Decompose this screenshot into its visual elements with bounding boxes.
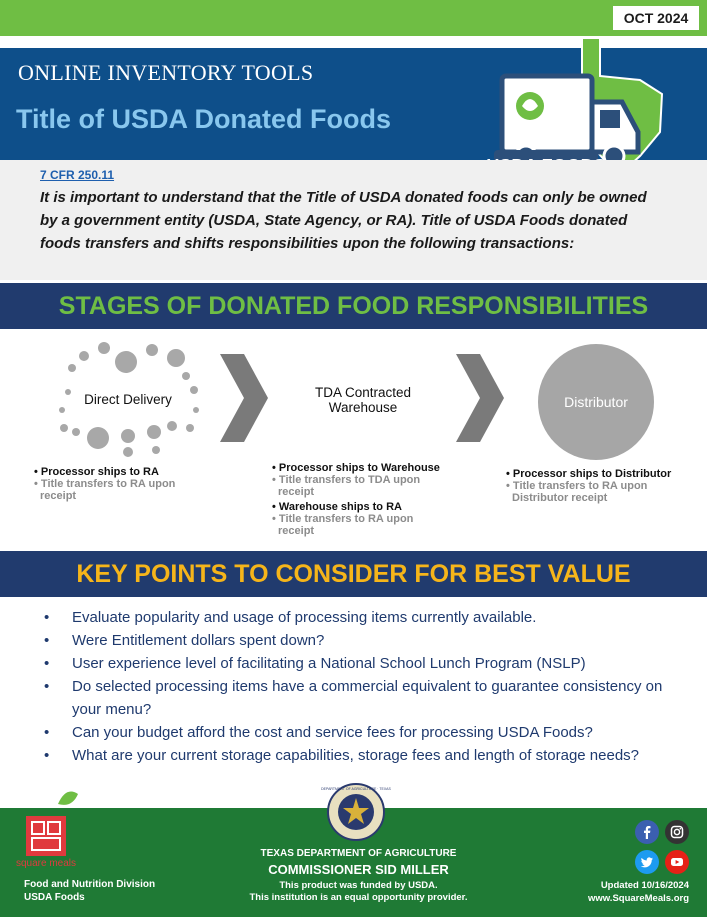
updated-date: Updated 10/16/2024 [600, 880, 689, 891]
agency-name: TEXAS DEPARTMENT OF AGRICULTURE [260, 848, 457, 859]
instagram-icon[interactable] [665, 820, 689, 844]
page-title: Title of USDA Donated Foods [16, 104, 391, 134]
list-item: • What are your current storage capabilities, storage fees and length of storage needs? [44, 744, 684, 767]
stage-label-distributor: Distributor [564, 394, 628, 410]
intro-text: It is important to understand that the Title of USDA donated foods can only be owned by a government entity (USDA, State Agency, or RA). Title of USDA Foods donated foods transfers and shifts responsibilities upon the following transactions: [40, 189, 647, 252]
stage-label-warehouse: TDA Contracted Warehouse [314, 385, 412, 415]
list-item: • User experience level of facilitating a National School Lunch Program (NSLP) [44, 652, 684, 675]
texas-seal-icon [321, 782, 391, 842]
stages-heading: STAGES OF DONATED FOOD RESPONSIBILITIES [0, 283, 707, 329]
bullet-detail: • Title transfers to RA upon receipt [272, 513, 414, 537]
bullet-detail: • Title transfers to RA upon receipt [34, 478, 176, 502]
top-band [0, 0, 707, 36]
stages-diagram [0, 332, 707, 548]
bullet-bold: • Processor ships to RA [34, 466, 159, 478]
direct-delivery-bullets [34, 466, 214, 502]
stage-label-direct-delivery: Direct Delivery [84, 392, 172, 407]
twitter-icon[interactable] [635, 850, 659, 874]
date-badge: OCT 2024 [613, 6, 699, 30]
warehouse-bullets [272, 462, 452, 537]
list-item: • Evaluate popularity and usage of processing items currently available. [44, 606, 684, 629]
bullet-bold: • Processor ships to Warehouse [272, 462, 440, 474]
website-link[interactable]: www.SquareMeals.org [587, 893, 689, 904]
key-points-list [44, 606, 684, 767]
chevron-icon-1 [220, 354, 268, 442]
header-subtitle: ONLINE INVENTORY TOOLS [18, 60, 314, 85]
funding-note: This product was funded by USDA. [279, 880, 438, 891]
svg-text:square meals: square meals [15, 858, 77, 869]
list-item: • Were Entitlement dollars spent down? [44, 629, 684, 652]
program-label: USDA Foods [24, 892, 85, 903]
division-label: Food and Nutrition Division [24, 879, 156, 890]
bullet-detail: • Title transfers to TDA upon receipt [272, 474, 421, 498]
key-points-heading: KEY POINTS TO CONSIDER FOR BEST VALUE [0, 551, 707, 597]
bullet-detail: • Title transfers to RA upon Distributor receipt [506, 480, 648, 504]
cfr-citation-link[interactable]: 7 CFR 250.11 [40, 168, 115, 182]
bullet-bold: • Processor ships to Distributor [506, 468, 672, 480]
facebook-icon[interactable] [635, 820, 659, 844]
svg-text:DEPARTMENT OF AGRICULTURE · TE: DEPARTMENT OF AGRICULTURE · TEXAS [321, 787, 391, 791]
equal-opportunity-note: This institution is an equal opportunity provider. [249, 892, 468, 903]
distributor-bullets [506, 468, 686, 504]
commissioner-name: COMMISSIONER SID MILLER [268, 862, 449, 877]
bullet-bold: • Warehouse ships to RA [272, 501, 402, 513]
list-item: • Do selected processing items have a commercial equivalent to guarantee consistency on your menu? [44, 675, 684, 721]
chevron-icon-2 [456, 354, 504, 442]
youtube-icon[interactable] [665, 850, 689, 874]
list-item: • Can your budget afford the cost and service fees for processing USDA Foods? [44, 721, 684, 744]
